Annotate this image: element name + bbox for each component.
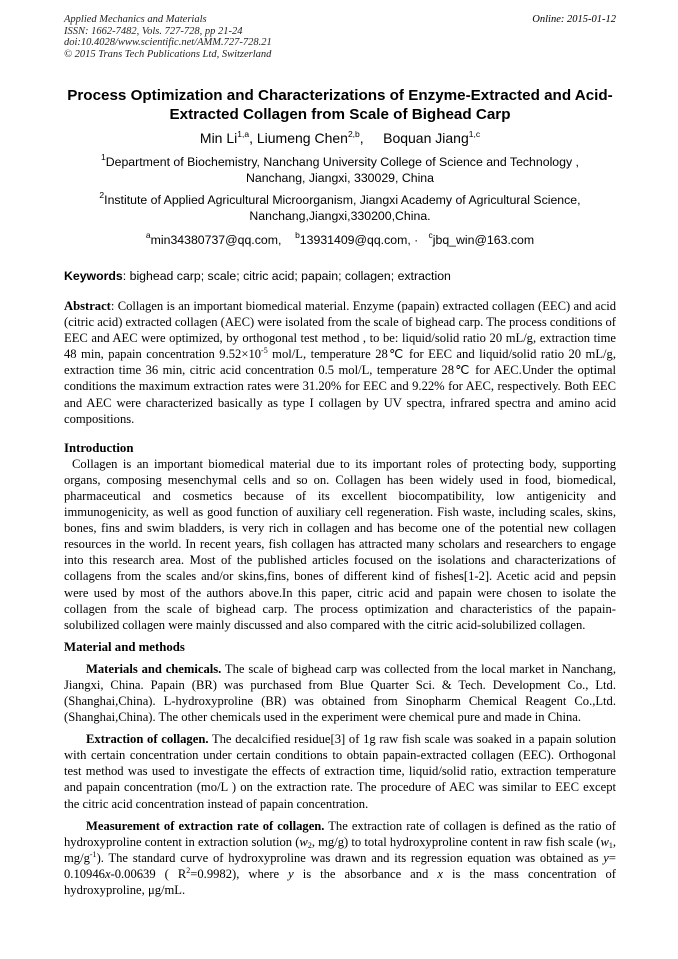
run-in-heading: Extraction of collagen.: [86, 732, 209, 747]
abstract-exponent: -5: [261, 346, 268, 356]
email-sup: c: [428, 230, 433, 240]
author-sup: 1,c: [468, 129, 481, 139]
paragraph-text: is the absorbance and: [293, 866, 438, 881]
email-sup: b: [295, 230, 300, 240]
keywords: [64, 268, 616, 284]
run-in-heading: Materials and chemicals.: [86, 661, 222, 676]
math-sub: 1: [608, 840, 613, 850]
paragraph-text: The extraction rate of collagen is defined as the ratio of hydroxyproline content in extraction solution (: [64, 818, 616, 849]
email-sup: a: [145, 230, 151, 240]
section-heading-methods: Material and methods: [64, 639, 185, 654]
paragraph-text: , mg/g) to total hydroxyproline content in raw fish scale (: [311, 834, 601, 849]
math-var: w: [299, 834, 308, 849]
run-in-heading: Measurement of extraction rate of collagen.: [86, 818, 325, 833]
paragraph-text: The decalcified residue[3] of 1g raw fish scale was soaked in a papain solution with certain concentration under certain conditions to obtain papain-extracted collagen (EEC). Orthogonal test method was used to investigate the effects of extraction time, liquid/solid ratio, extraction temperature and papain concentration (mo/L ) on the extraction rate. The procedure of AEC was similar to EEC except the citric acid concentration instead of papain concentration.: [64, 732, 616, 811]
author-sup: 2,b: [347, 129, 360, 139]
affiliation-1: [64, 154, 616, 186]
paragraph-text: -0.00639 ( R: [110, 866, 187, 881]
math-sub: 2: [307, 840, 312, 850]
paper-title: Process Optimization and Characterizations of Enzyme-Extracted and Acid-Extracted Collagen from Scale of Bighead Carp: [67, 87, 613, 123]
paragraph-text: ). The standard curve of hydroxyproline was drawn and its regression equation was obtained as: [96, 850, 604, 865]
author-name: Liumeng Chen: [256, 130, 348, 146]
math-var: x: [104, 866, 111, 881]
affiliation-text: Institute of Applied Agricultural Microorganism, Jiangxi Academy of Agricultural Science, Nanchang,Jiangxi,330200,China.: [104, 193, 581, 223]
affiliation-sup: 2: [99, 190, 105, 200]
methods-paragraph-materials: [64, 661, 616, 725]
affiliation-sup: 1: [101, 152, 106, 162]
paragraph-text: is the mass concentration of hydroxyproline, μg/mL.: [64, 866, 616, 897]
paragraph-text: =0.9982), where: [190, 866, 289, 881]
abstract-label: Abstract: [64, 299, 111, 313]
methods-paragraph-extraction: [64, 731, 616, 811]
abstract: [64, 298, 616, 427]
keywords-label: Keywords: [64, 269, 123, 283]
author-sup: 1,a: [237, 129, 250, 139]
abstract-text: mol/L, temperature 28℃ for EEC and liquid/solid ratio 20 mL/g, extraction time 36 min, citric acid concentration 0.5 mol/L, temperature 28℃ for AEC.Under the optimal conditions the maximum extraction rates were 31.20% for EEC and 9.22% for AEC, respectively. Both EEC and AEC were characterized basically as type I collagen by UV spectra, infrared spectra and amino acid compositions.: [64, 347, 616, 426]
author-name: Boquan Jiang: [383, 130, 469, 146]
introduction-paragraph: Collagen is an important biomedical material due to its important roles of protecting body, supporting organs, composing mesenchymal cells and so on. Collagen has been widely used in food, biomedical, pharmaceutical and cosmetics because of its excellent biocompatibility, low antigenicity and immunogenicity, as well as good function of auxiliary cell regeneration. Fish waste, including scales, skins, bones, fins and swim bladders, is very rich in collagen and has become one of the potential new collagen resources in the world. In recent years, fish collagen has attracted many scholars and researchers to engage into this research area. Most of the published articles focused on the isolations and characterizations of collagens from the scales and/or skins,fins, bones of different kind of fishes[1-2]. Acetic acid and pepsin were used by most of the authors above.In this paper, citric acid and papain were chosen to isolate the collagen from the scale of bighead carp. The process optimization and characteristics of the papain-solubilized collagen were mainly discussed and also compared with the citric acid-solubilized collagen.: [64, 456, 616, 632]
section-heading-introduction: Introduction: [64, 440, 134, 455]
paragraph-text: = 0.10946: [64, 850, 616, 881]
journal-header: [64, 14, 616, 60]
methods-paragraph-measurement: [64, 818, 616, 898]
keywords-text: : bighead carp; scale; citric acid; papain; collagen; extraction: [122, 269, 451, 283]
math-var: y: [603, 850, 609, 865]
math-var: y: [288, 866, 294, 881]
abstract-text: : Collagen is an important biomedical material. Enzyme (papain) extracted collagen (EEC) and acid (citric acid) extracted collagen (AEC) were isolated from the scale of bighead carp. The process conditions of EEC and AEC were optimized, by orthogonal test method , to be: liquid/solid ratio 20 mL/g, extraction time 48 min, papain concentration 9.52×10: [64, 299, 616, 362]
journal-name: Applied Mechanics and Materials: [64, 14, 207, 25]
paragraph-text: , mg/g: [64, 834, 616, 865]
affiliation-2: [64, 192, 616, 224]
math-var: w: [600, 834, 609, 849]
email-link[interactable]: min34380737@qq.com,: [150, 233, 282, 247]
paragraph-text: The scale of bighead carp was collected from the local market in Nanchang, Jiangxi, China. Papain (BR) was purchased from Blue Quarter Sci. & Tech. Development Co., Ltd.(Shanghai,China). L-hydroxyproline (BR) was obtained from Sinopharm Chemical Reagent Co.,Ltd.(Shanghai,China). The other chemicals used in the experiment were chemical pure and made in China.: [64, 661, 616, 725]
email-link[interactable]: 13931409@qq.com, ·: [299, 233, 419, 247]
affiliation-text: Department of Biochemistry, Nanchang University College of Science and Technology , Nanchang, Jiangxi, 330029, China: [105, 155, 579, 185]
math-sup: -1: [89, 849, 97, 859]
paper-page: [64, 14, 616, 898]
author-name: Min Li: [199, 130, 238, 146]
online-date: Online: 2015-01-12: [532, 14, 616, 25]
issn-line: ISSN: 1662-7482, Vols. 727-728, pp 21-24: [64, 25, 243, 37]
author-list: Min Li$^{1,a}$, Liumeng Chen$^{2,b}$, Boquan Jiang$^{1,c}$: [199, 129, 481, 146]
math-sup: 2: [186, 865, 191, 875]
email-list: [64, 232, 616, 248]
math-var: x: [437, 866, 443, 881]
doi-line: doi:10.4028/www.scientific.net/AMM.727-728.21: [64, 37, 272, 48]
email-link[interactable]: jbq_win@163.com: [432, 233, 535, 247]
copyright-line: © 2015 Trans Tech Publications Ltd, Switzerland: [64, 48, 272, 60]
